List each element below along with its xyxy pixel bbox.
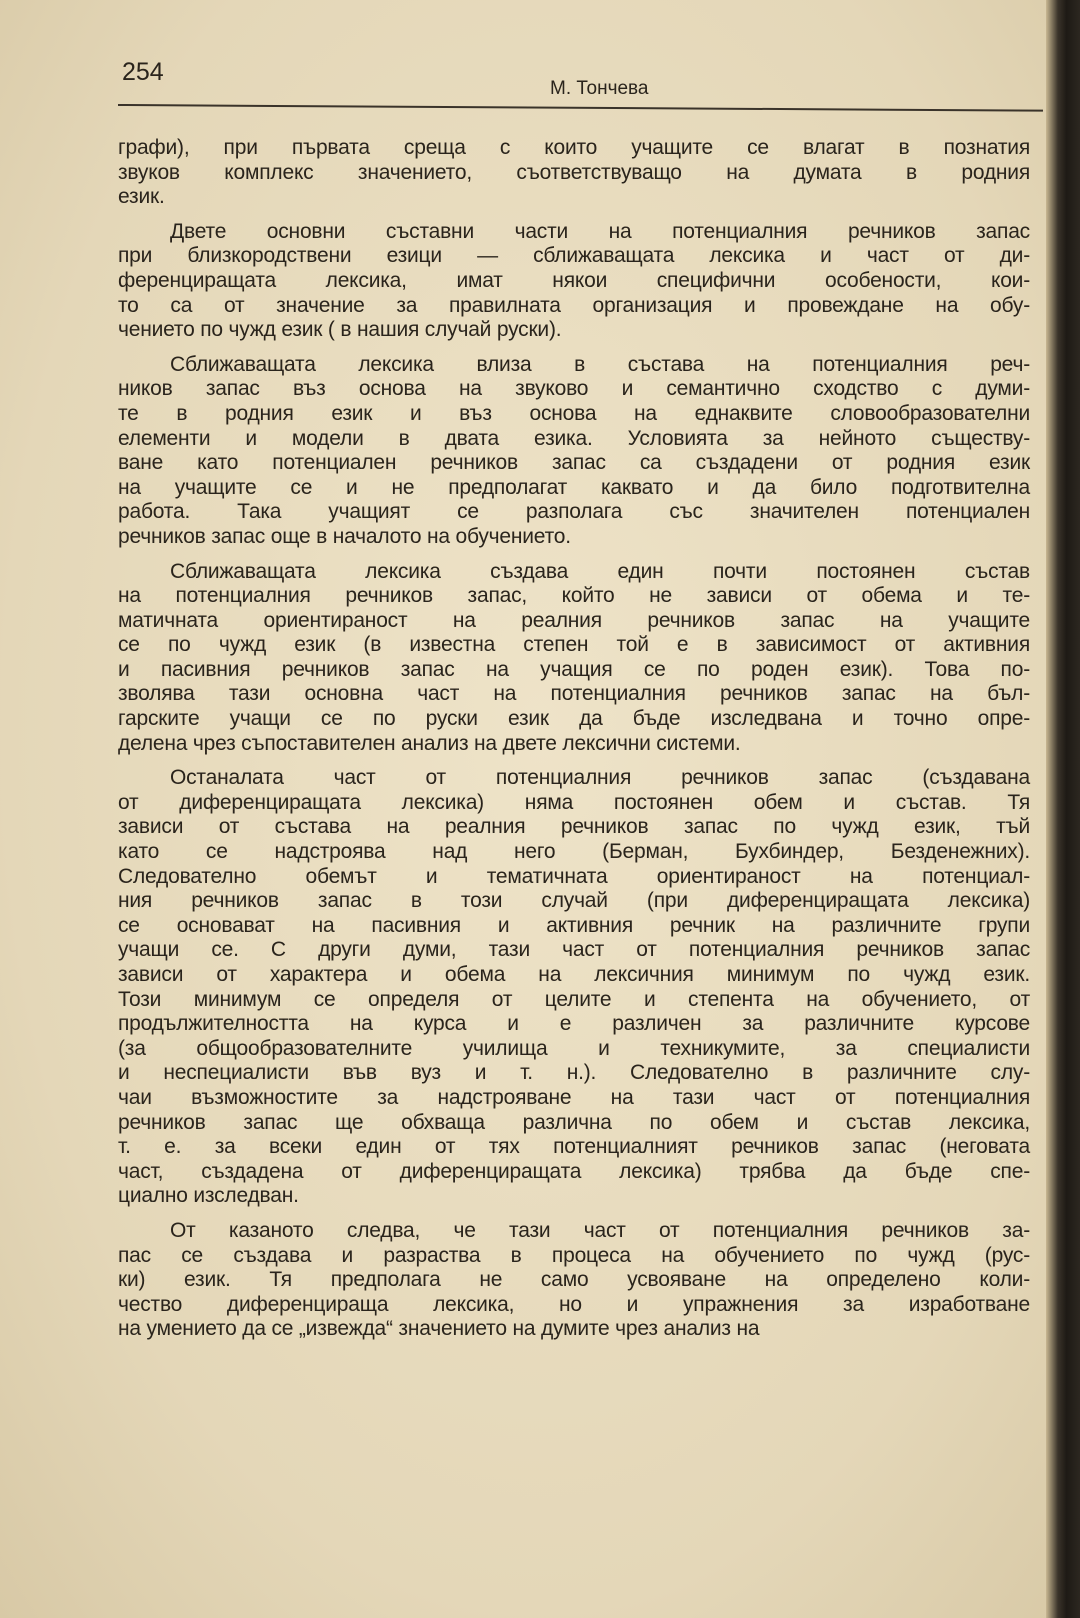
text-line: матичната ориентираност на реалния речников запас на учащите: [118, 608, 1030, 632]
text-line: звуков комплекс значението, съответствуващо на думата в родния: [118, 160, 1030, 184]
book-binding-edge: [1046, 0, 1080, 1618]
text-line: Сближаващата лексика създава един почти постоянен състав: [170, 559, 1030, 583]
text-line: на учащите се и не предполагат каквато и да било подготвителна: [118, 475, 1030, 499]
text-line: на умението да се „извежда“ значението на думите чрез анализ на: [118, 1317, 760, 1341]
text-line: т. е. за всеки един от тях потенциалният речников запас (неговата: [118, 1135, 1030, 1159]
paragraph: [118, 1219, 1030, 1342]
paragraph: [118, 560, 1030, 757]
text-line: гарските учащи се по руски език да бъде изследвана и точно опре-: [118, 707, 1030, 731]
text-line: ния речников запас в този случай (при диференциращата лексика): [118, 889, 1030, 913]
text-line: учащи се. С други думи, тази част от потенциалния речников запас: [118, 938, 1030, 962]
text-line: зависи от състава на реалния речников запас по чужд език, тъй: [118, 815, 1030, 839]
text-line: и неспециалисти във вуз и т. н.). Следователно в различните слу-: [118, 1061, 1030, 1085]
text-line: на потенциалния речников запас, който не зависи от обема и те-: [118, 584, 1030, 608]
text-line: зависи от характера и обема на лексичния минимум по чужд език.: [118, 963, 1030, 986]
text-line: то са от значение за правилната организация и провеждане на обу-: [118, 293, 1030, 317]
text-line: От казаното следва, че тази част от потенциалния речников за-: [170, 1218, 1030, 1242]
text-line: пас се създава и разраства в процеса на обучението по чужд (рус-: [118, 1243, 1030, 1267]
text-line: зволява тази основна част на потенциалния речников запас на бъл-: [118, 682, 1030, 706]
page-number: 254: [122, 58, 164, 86]
text-line: от диференциращата лексика) няма постоянен обем и състав. Тя: [118, 790, 1030, 814]
text-line: като се надстроява над него (Берман, Бухбиндер, Безденежних).: [118, 840, 1030, 864]
text-line: делена чрез съпоставителен анализ на двете лексични системи.: [118, 731, 741, 755]
text-line: чаи възможностите за надстрояване на тази част от потенциалния: [118, 1085, 1030, 1109]
text-line: Следователно обемът и тематичната ориентираност на потенциал-: [118, 864, 1030, 888]
text-line: ференциращата лексика, имат някои специфични особености, кои-: [118, 268, 1030, 292]
text-line: речников запас още в началото на обучението.: [118, 524, 571, 548]
text-line: се по чужд език (в известна степен той е в зависимост от активния: [118, 633, 1030, 657]
text-line: ки) език. Тя предполага не само усвояване на определено коли-: [118, 1268, 1030, 1292]
text-line: продължителността на курса и е различен за различните курсове: [118, 1012, 1030, 1036]
text-line: ников запас въз основа на звуково и семантично сходство с думи-: [118, 377, 1030, 401]
text-line: Двете основни съставни части на потенциалния речников запас: [170, 219, 1030, 243]
paragraph: [118, 136, 1030, 210]
text-line: Сближаващата лексика влиза в състава на потенциалния реч-: [170, 352, 1030, 376]
text-line: циално изследван.: [118, 1184, 299, 1208]
paragraph: [118, 766, 1030, 1209]
text-line: елементи и модели в двата езика. Условията за нейното съществу-: [118, 426, 1030, 450]
text-line: част, създадена от диференциращата лексика) трябва да бъде спе-: [118, 1159, 1030, 1183]
running-head-author: М. Тончева: [550, 78, 649, 99]
text-line: ване като потенциален речников запас са създадени от родния език: [118, 451, 1030, 475]
text-line: Останалата част от потенциалния речников запас (създавана: [170, 766, 1030, 790]
text-line: (за общообразователните училища и техникумите, за специалисти: [118, 1036, 1030, 1060]
body-text: [118, 136, 1030, 1352]
paragraph: [118, 220, 1030, 343]
text-line: при близкородствени езици — сближаващата лексика и част от ди-: [118, 244, 1030, 268]
paragraph: [118, 353, 1030, 550]
text-line: чението по чужд език ( в нашия случай руски).: [118, 318, 562, 342]
text-line: и пасивния речников запас на учащия се по роден език). Това по-: [118, 657, 1030, 681]
text-line: работа. Така учащият се разполага със значителен потенциален: [118, 500, 1030, 524]
text-line: Този минимум се определя от целите и степента на обучението, от: [118, 987, 1030, 1011]
text-line: те в родния език и въз основа на еднаквите словообразователни: [118, 401, 1030, 425]
text-line: език.: [118, 185, 165, 209]
text-line: се основават на пасивния и активния речник на различните групи: [118, 913, 1030, 937]
text-line: речников запас ще обхваща различна по обем и състав лексика,: [118, 1110, 1030, 1134]
text-line: графи), при първата среща с които учащите се влагат в познатия: [118, 136, 1030, 159]
text-line: чество диференцираща лексика, но и упражнения за изработване: [118, 1292, 1030, 1316]
